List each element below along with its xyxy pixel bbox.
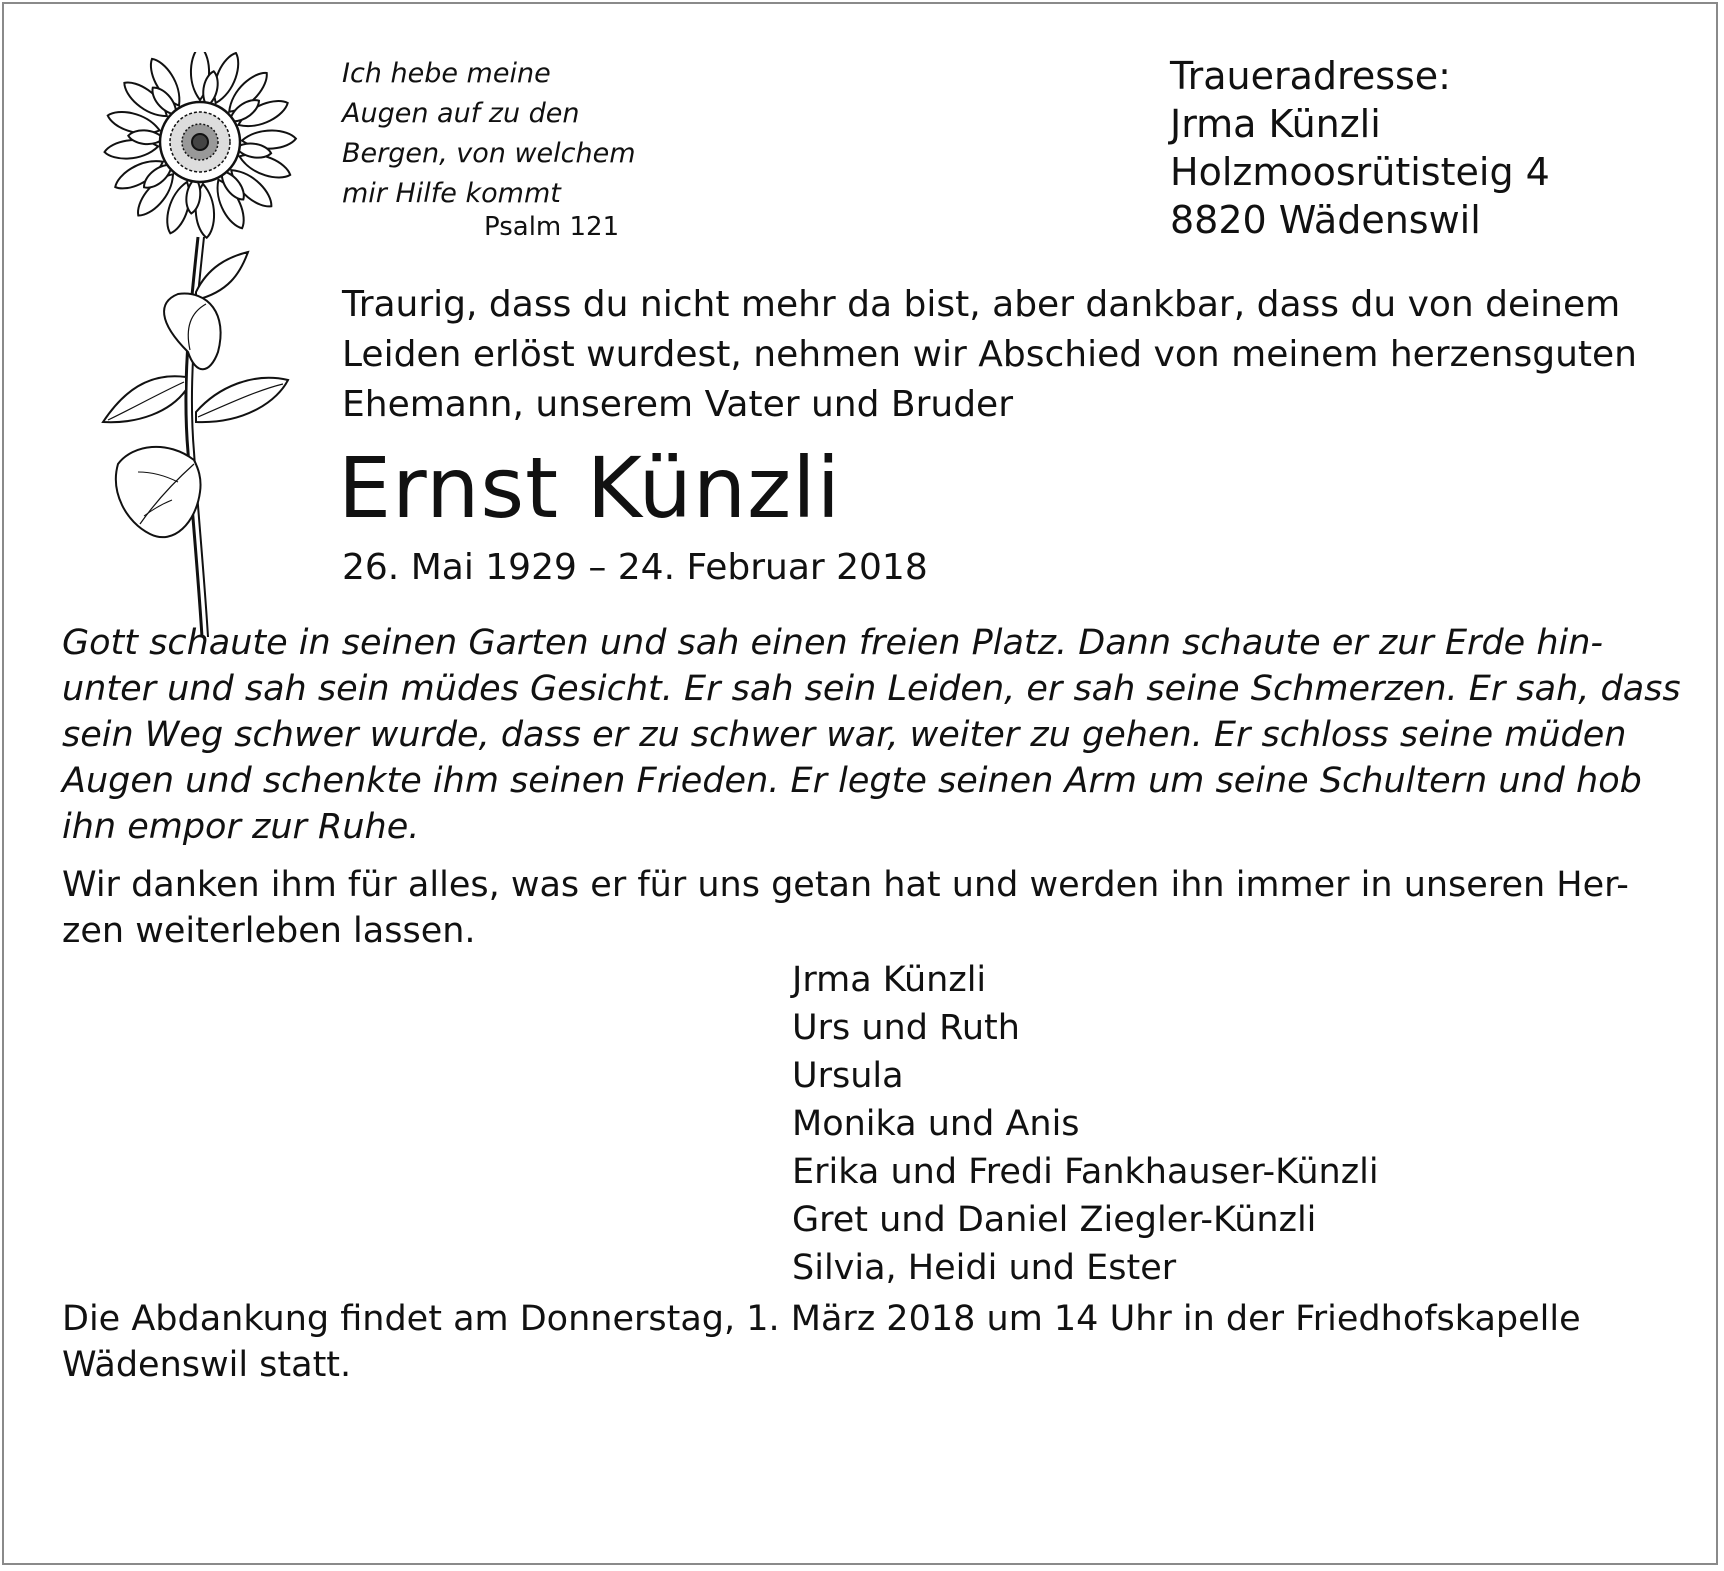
ceremony-line: Die Abdankung findet am Donnerstag, 1. März 2018 um 14 Uhr in der Friedhofskapelle xyxy=(62,1299,1581,1339)
poem-text xyxy=(62,620,1681,850)
poem-line: unter und sah sein müdes Gesicht. Er sah sein Leiden, er sah seine Schmerzen. Er sah, dass xyxy=(62,669,1681,709)
address-city: 8820 Wädenswil xyxy=(1170,198,1481,242)
thanks-line: zen weiterleben lassen. xyxy=(62,911,476,951)
thanks-text xyxy=(62,862,1629,954)
address-name: Jrma Künzli xyxy=(1170,102,1381,146)
family-member: Silvia, Heidi und Ester xyxy=(792,1248,1177,1288)
poem-line: Augen und schenkte ihm seinen Frieden. Er legte seinen Arm um seine Schultern und hob xyxy=(62,761,1642,801)
family-list xyxy=(792,956,1379,1292)
psalm-line: Augen auf zu den xyxy=(342,98,580,129)
family-member: Monika und Anis xyxy=(792,1104,1080,1144)
deceased-name: Ernst Künzli xyxy=(338,439,841,537)
ceremony-line: Wädenswil statt. xyxy=(62,1345,352,1385)
poem-line: ihn empor zur Ruhe. xyxy=(62,807,420,847)
psalm-line: Ich hebe meine xyxy=(342,58,551,89)
intro-line: Ehemann, unserem Vater und Bruder xyxy=(342,384,1014,425)
family-member: Ursula xyxy=(792,1056,904,1096)
address-heading: Traueradresse: xyxy=(1170,54,1451,98)
intro-line: Traurig, dass du nicht mehr da bist, aber dankbar, dass du von deinem xyxy=(342,284,1621,325)
mourning-address xyxy=(1170,52,1550,244)
family-member: Gret und Daniel Ziegler-Künzli xyxy=(792,1200,1317,1240)
sunflower-illustration xyxy=(78,52,328,652)
psalm-line: Bergen, von welchem xyxy=(342,138,636,169)
family-member: Jrma Künzli xyxy=(792,960,987,1000)
ceremony-info xyxy=(62,1296,1581,1388)
family-member: Urs und Ruth xyxy=(792,1008,1020,1048)
family-member: Erika und Fredi Fankhauser-Künzli xyxy=(792,1152,1379,1192)
thanks-line: Wir danken ihm für alles, was er für uns getan hat und werden ihn immer in unseren Her- xyxy=(62,865,1629,905)
life-dates: 26. Mai 1929 – 24. Februar 2018 xyxy=(342,547,928,588)
psalm-quote xyxy=(342,54,636,214)
address-street: Holzmoosrütisteig 4 xyxy=(1170,150,1550,194)
psalm-line: mir Hilfe kommt xyxy=(342,178,561,209)
intro-line: Leiden erlöst wurdest, nehmen wir Abschied von meinem herzensguten xyxy=(342,334,1637,375)
poem-line: Gott schaute in seinen Garten und sah einen freien Platz. Dann schaute er zur Erde hin- xyxy=(62,623,1604,663)
intro-text xyxy=(342,280,1637,430)
psalm-reference: Psalm 121 xyxy=(484,212,620,242)
poem-line: sein Weg schwer wurde, dass er zu schwer war, weiter zu gehen. Er schloss seine müden xyxy=(62,715,1627,755)
